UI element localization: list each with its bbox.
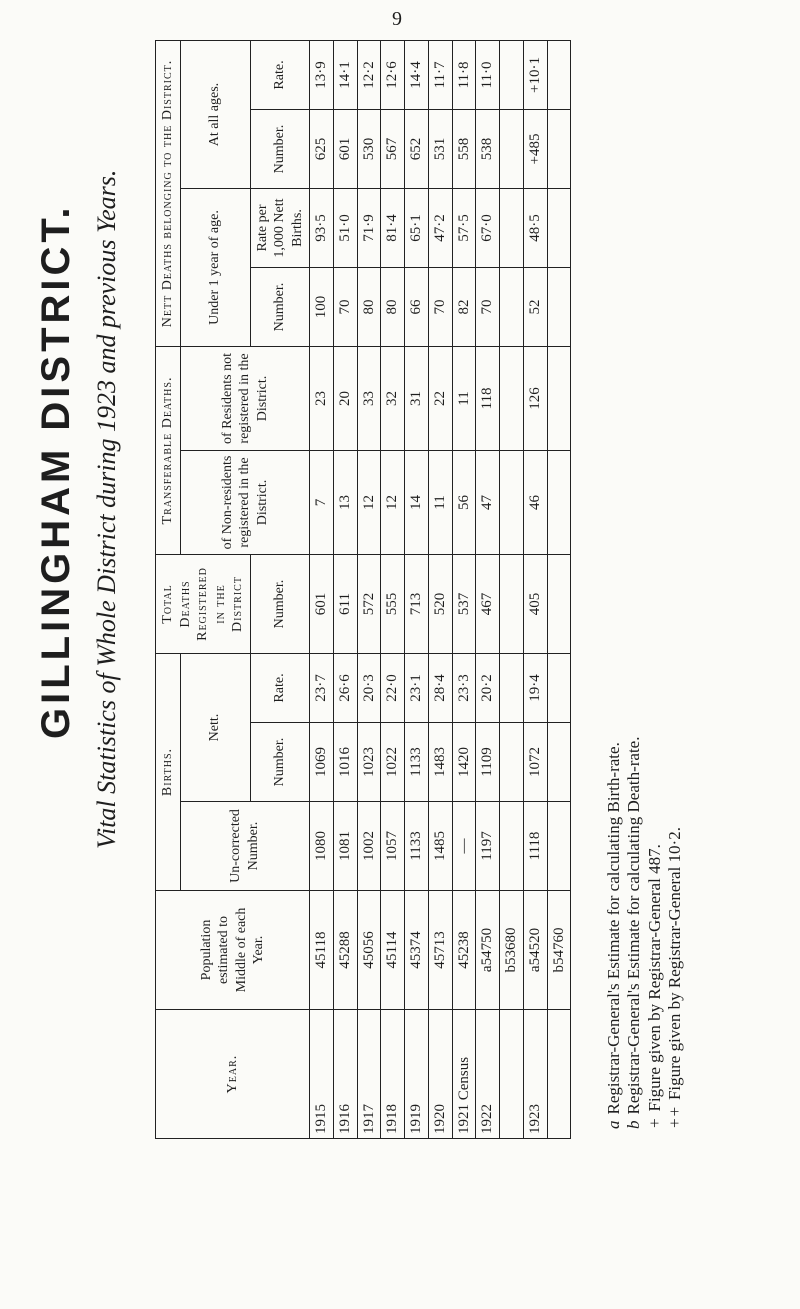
cell-all-rate: 14·1 [333, 41, 357, 110]
cell-population: 45238 [452, 891, 476, 1010]
cell-u1-number: 66 [405, 268, 429, 347]
header-total-deaths: Total Deaths Registered in the District [156, 555, 251, 654]
cell-nett-number [500, 723, 524, 802]
cell-all-rate: 11·0 [476, 41, 500, 110]
header-nett-number: Number. [250, 723, 310, 802]
cell-u1-number: 70 [476, 268, 500, 347]
cell-res: 23 [310, 347, 334, 451]
cell-nett-rate: 20·3 [357, 654, 381, 723]
cell-nett-rate: 26·6 [333, 654, 357, 723]
cell-nett-number: 1016 [333, 723, 357, 802]
cell-u1-rate: 65·1 [405, 189, 429, 268]
cell-all-number: +485 [523, 110, 547, 189]
cell-population: 45114 [381, 891, 405, 1010]
cell-deaths: 601 [310, 555, 334, 654]
cell-deaths [500, 555, 524, 654]
cell-nett-number: 1483 [428, 723, 452, 802]
cell-non-res: 14 [405, 451, 429, 555]
table-row [428, 41, 452, 1139]
cell-population: b54760 [547, 891, 571, 1010]
cell-nett-number: 1109 [476, 723, 500, 802]
header-deaths-number: Number. [250, 555, 310, 654]
cell-non-res: 7 [310, 451, 334, 555]
cell-uncorrected [547, 802, 571, 891]
cell-year [500, 1010, 524, 1139]
cell-year: 1920 [428, 1010, 452, 1139]
cell-year: 1915 [310, 1010, 334, 1139]
cell-nett-rate: 20·2 [476, 654, 500, 723]
cell-res: 32 [381, 347, 405, 451]
cell-res: 31 [405, 347, 429, 451]
footnote: aRegistrar-General's Estimate for calculating Birth-rate. [604, 742, 623, 1129]
cell-uncorrected: 1485 [428, 802, 452, 891]
footnote: ++Figure given by Registrar-General 10·2. [665, 827, 685, 1129]
cell-nett-number: 1072 [523, 723, 547, 802]
cell-deaths: 572 [357, 555, 381, 654]
cell-population: 45118 [310, 891, 334, 1010]
cell-u1-rate [547, 189, 571, 268]
cell-all-number [547, 110, 571, 189]
footnote: +Figure given by Registrar-General 487. [644, 844, 664, 1129]
cell-all-number: 530 [357, 110, 381, 189]
table-row [381, 41, 405, 1139]
cell-u1-rate: 51·0 [333, 189, 357, 268]
table-row [333, 41, 357, 1139]
header-nett-deaths: Nett Deaths belonging to the District. [156, 41, 181, 347]
cell-all-number: 558 [452, 110, 476, 189]
cell-nett-rate: 19·4 [523, 654, 547, 723]
cell-non-res: 46 [523, 451, 547, 555]
cell-uncorrected: 1002 [357, 802, 381, 891]
page-title: GILLINGHAM DISTRICT. [34, 203, 78, 739]
cell-nett-rate: 23·1 [405, 654, 429, 723]
cell-nett-rate: 28·4 [428, 654, 452, 723]
cell-u1-rate: 67·0 [476, 189, 500, 268]
cell-deaths: 520 [428, 555, 452, 654]
header-under-one-rate: Rate per 1,000 Nett Births. [250, 189, 310, 268]
cell-nett-number: 1022 [381, 723, 405, 802]
cell-year: 1918 [381, 1010, 405, 1139]
cell-year [547, 1010, 571, 1139]
cell-population: 45056 [357, 891, 381, 1010]
cell-uncorrected: 1080 [310, 802, 334, 891]
cell-u1-number: 100 [310, 268, 334, 347]
cell-all-number: 652 [405, 110, 429, 189]
cell-non-res [500, 451, 524, 555]
table-body [310, 41, 571, 1139]
cell-deaths: 467 [476, 555, 500, 654]
cell-all-rate: 14·4 [405, 41, 429, 110]
header-under-one: Under 1 year of age. [180, 189, 250, 347]
cell-u1-number: 80 [357, 268, 381, 347]
header-population: Population estimated to Middle of each Year. [156, 891, 310, 1010]
cell-uncorrected: 1133 [405, 802, 429, 891]
header-nett-rate: Rate. [250, 654, 310, 723]
header-non-residents: of Non-residents registered in the District. [180, 451, 310, 555]
cell-u1-rate: 47·2 [428, 189, 452, 268]
cell-year: 1922 [476, 1010, 500, 1139]
header-year: Year. [156, 1010, 310, 1139]
cell-non-res: 56 [452, 451, 476, 555]
cell-year: 1917 [357, 1010, 381, 1139]
cell-nett-rate: 22·0 [381, 654, 405, 723]
table-row [523, 41, 547, 1139]
cell-res: 22 [428, 347, 452, 451]
cell-uncorrected: 1081 [333, 802, 357, 891]
cell-population: a54520 [523, 891, 547, 1010]
cell-u1-number: 70 [333, 268, 357, 347]
cell-all-rate [547, 41, 571, 110]
cell-population: b53680 [500, 891, 524, 1010]
cell-population: 45288 [333, 891, 357, 1010]
cell-u1-rate: 93·5 [310, 189, 334, 268]
cell-non-res: 11 [428, 451, 452, 555]
footnotes [604, 737, 686, 1129]
cell-res [500, 347, 524, 451]
table-row [452, 41, 476, 1139]
cell-res: 11 [452, 347, 476, 451]
cell-u1-number: 80 [381, 268, 405, 347]
cell-year: 1919 [405, 1010, 429, 1139]
cell-u1-number: 52 [523, 268, 547, 347]
cell-all-rate: 11·8 [452, 41, 476, 110]
cell-u1-rate: 71·9 [357, 189, 381, 268]
cell-res: 33 [357, 347, 381, 451]
header-residents: of Residents not registered in the District. [180, 347, 310, 451]
cell-u1-number [500, 268, 524, 347]
cell-nett-rate: 23·3 [452, 654, 476, 723]
cell-u1-rate: 48·5 [523, 189, 547, 268]
cell-population: 45713 [428, 891, 452, 1010]
cell-all-rate: 11·7 [428, 41, 452, 110]
cell-deaths [547, 555, 571, 654]
cell-res: 126 [523, 347, 547, 451]
vital-statistics-table [155, 40, 571, 1139]
table-row [476, 41, 500, 1139]
cell-nett-number: 1133 [405, 723, 429, 802]
cell-uncorrected: 1118 [523, 802, 547, 891]
header-all-ages-rate: Rate. [250, 41, 310, 110]
cell-res: 20 [333, 347, 357, 451]
header-under-one-number: Number. [250, 268, 310, 347]
header-births-uncorrected: Un-corrected Number. [180, 802, 310, 891]
cell-res [547, 347, 571, 451]
cell-nett-rate: 23·7 [310, 654, 334, 723]
cell-deaths: 537 [452, 555, 476, 654]
cell-year: 1923 [523, 1010, 547, 1139]
cell-population: a54750 [476, 891, 500, 1010]
header-births-nett: Nett. [180, 654, 250, 802]
cell-uncorrected: 1057 [381, 802, 405, 891]
cell-all-number: 567 [381, 110, 405, 189]
page-subtitle: Vital Statistics of Whole District during 1923 and previous Years. [92, 169, 121, 849]
table-row [547, 41, 571, 1139]
cell-deaths: 611 [333, 555, 357, 654]
cell-deaths: 405 [523, 555, 547, 654]
header-births: Births. [156, 654, 181, 891]
cell-u1-number: 82 [452, 268, 476, 347]
cell-deaths: 713 [405, 555, 429, 654]
cell-uncorrected: — [452, 802, 476, 891]
header-transferable-deaths: Transferable Deaths. [156, 347, 181, 555]
cell-deaths: 555 [381, 555, 405, 654]
cell-all-number: 538 [476, 110, 500, 189]
cell-all-rate: +10·1 [523, 41, 547, 110]
cell-all-rate: 13·9 [310, 41, 334, 110]
cell-nett-rate [547, 654, 571, 723]
table-row [310, 41, 334, 1139]
cell-non-res: 47 [476, 451, 500, 555]
table-row [500, 41, 524, 1139]
cell-nett-rate [500, 654, 524, 723]
cell-non-res: 12 [357, 451, 381, 555]
header-all-ages: At all ages. [180, 41, 250, 189]
cell-nett-number: 1420 [452, 723, 476, 802]
cell-all-rate [500, 41, 524, 110]
cell-non-res: 13 [333, 451, 357, 555]
cell-nett-number: 1069 [310, 723, 334, 802]
cell-all-number [500, 110, 524, 189]
cell-u1-rate: 57·5 [452, 189, 476, 268]
cell-non-res [547, 451, 571, 555]
cell-year: 1916 [333, 1010, 357, 1139]
cell-nett-number [547, 723, 571, 802]
header-all-ages-number: Number. [250, 110, 310, 189]
cell-non-res: 12 [381, 451, 405, 555]
cell-population: 45374 [405, 891, 429, 1010]
cell-all-number: 625 [310, 110, 334, 189]
cell-all-rate: 12·2 [357, 41, 381, 110]
page-number: 9 [392, 8, 402, 30]
table-row [357, 41, 381, 1139]
cell-u1-number [547, 268, 571, 347]
cell-uncorrected [500, 802, 524, 891]
cell-u1-number: 70 [428, 268, 452, 347]
cell-nett-number: 1023 [357, 723, 381, 802]
cell-res: 118 [476, 347, 500, 451]
cell-year: 1921 Census [452, 1010, 476, 1139]
cell-all-number: 601 [333, 110, 357, 189]
cell-u1-rate [500, 189, 524, 268]
table-row [405, 41, 429, 1139]
footnote: bRegistrar-General's Estimate for calculating Death-rate. [624, 736, 644, 1129]
cell-u1-rate: 81·4 [381, 189, 405, 268]
cell-uncorrected: 1197 [476, 802, 500, 891]
cell-all-rate: 12·6 [381, 41, 405, 110]
cell-all-number: 531 [428, 110, 452, 189]
